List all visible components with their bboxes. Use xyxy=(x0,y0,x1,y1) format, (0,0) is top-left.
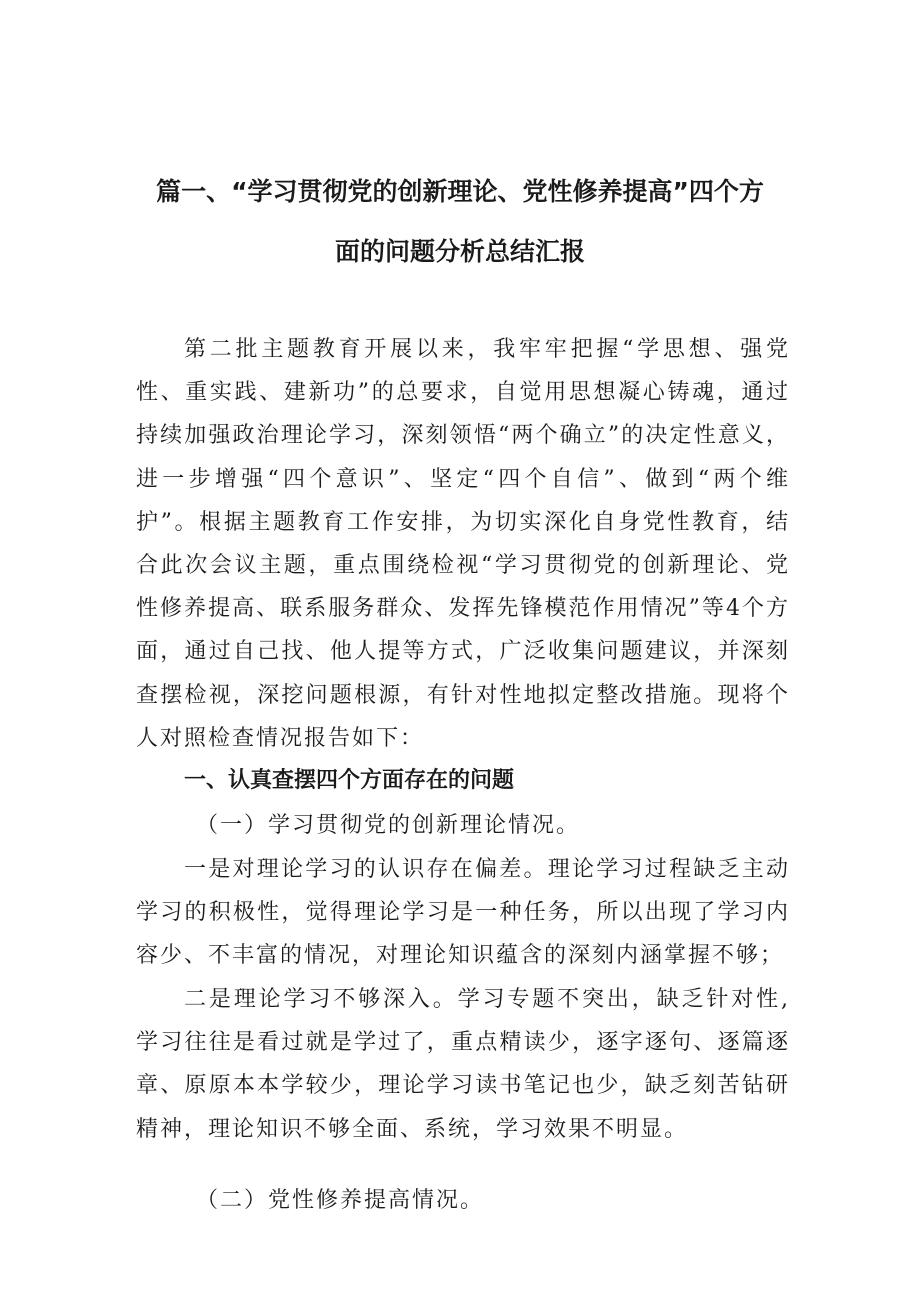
section-1-heading: 一、认真查摆四个方面存在的问题 xyxy=(184,768,515,793)
paragraph-1-block xyxy=(136,848,790,978)
intro-paragraph: 第二批主题教育开展以来，我牢牢把握“学思想、强党性、重实践、建新功”的总要求，自觉用思想凝心铸魂，通过持续加强政治理论学习，深刻领悟“两个确立”的决定性意义，进一步增强“四个意识”、坚定“四个自信”、做到“两个维护”。根据主题教育工作安排，为切实深化自身党性教育，结合此次会议主题，重点围绕检视“学习贯彻党的创新理论、党性修养提高、联系服务群众、发挥先锋模范作用情况”等4个方面，通过自己找、他人提等方式，广泛收集问题建议，并深刻查摆检视，深挖问题根源，有针对性地拟定整改措施。现将个人对照检查情况报告如下： xyxy=(136,337,790,751)
document-title-line-1: 篇一、“学习贯彻党的创新理论、党性修养提高”四个方 xyxy=(156,177,764,206)
subsection-2-heading: （二）党性修养提高情况。 xyxy=(196,1188,485,1213)
subsection-1-heading: （一）学习贯彻党的创新理论情况。 xyxy=(196,813,581,838)
paragraph-2: 二是理论学习不够深入。学习专题不突出，缺乏针对性,学习往往是看过就是学过了，重点精读少，逐字逐句、逐篇逐章、原原本本学较少，理论学习读书笔记也少，缺乏刻苦钻研精神，理论知识不够全面、系统，学习效果不明显。 xyxy=(136,987,790,1142)
paragraph-1: 一是对理论学习的认识存在偏差。理论学习过程缺乏主动学习的积极性，觉得理论学习是一种任务，所以出现了学习内容少、不丰富的情况，对理论知识蕴含的深刻内涵掌握不够； xyxy=(136,857,790,969)
paragraph-2-block xyxy=(136,978,790,1151)
document-title-line-2: 面的问题分析总结汇报 xyxy=(334,237,585,266)
intro-block xyxy=(136,328,790,760)
